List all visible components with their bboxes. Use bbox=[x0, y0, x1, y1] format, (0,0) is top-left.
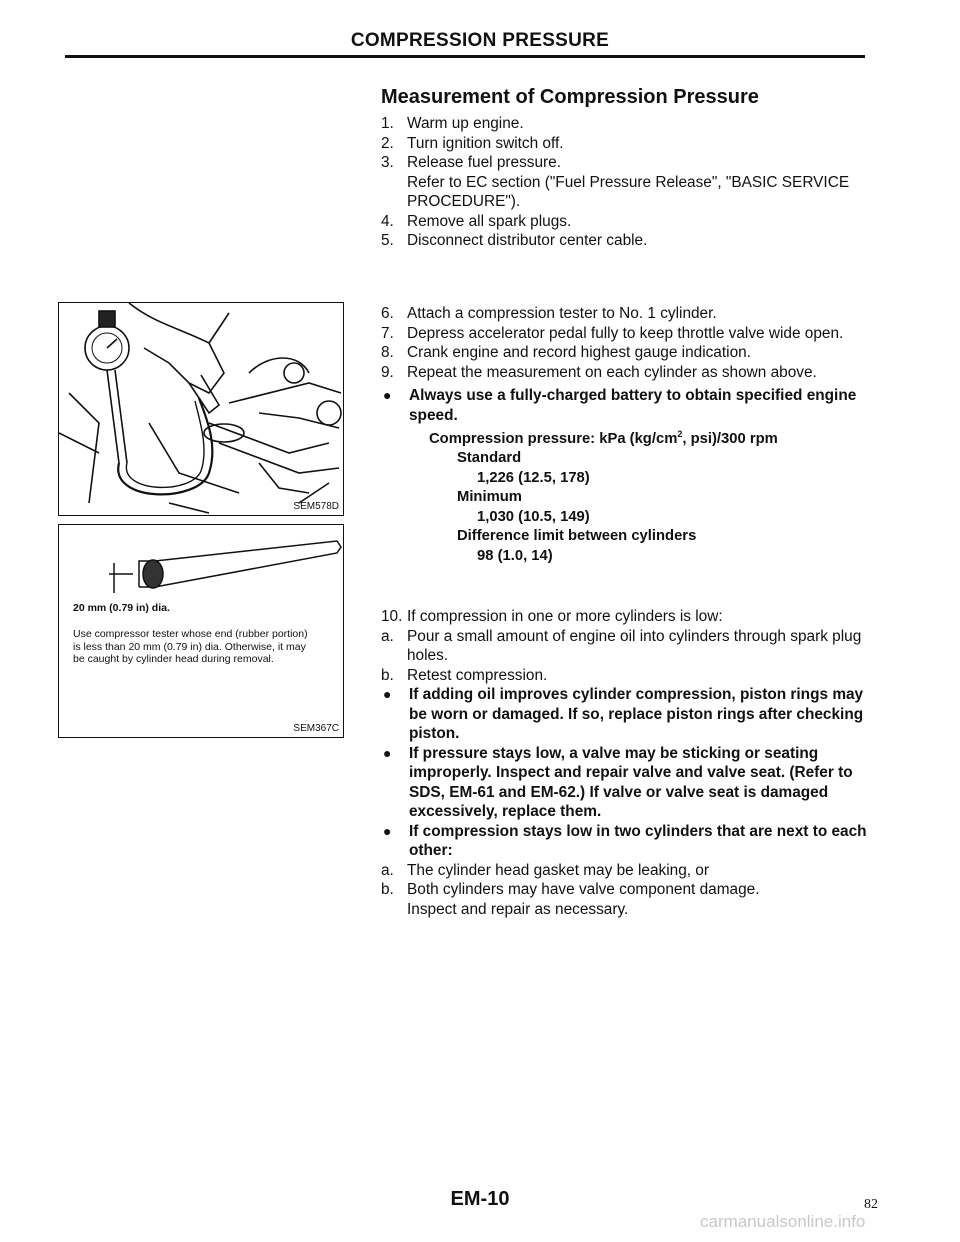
bullet-icon: ● bbox=[383, 686, 392, 702]
steps-list-a bbox=[381, 114, 871, 251]
final-b: b. Both cylinders may have valve component damage. bbox=[381, 881, 760, 898]
figure-code: SEM367C bbox=[293, 723, 339, 734]
bullet-icon: ● bbox=[383, 822, 392, 839]
title-rule bbox=[65, 55, 865, 58]
page-number: 82 bbox=[864, 1197, 878, 1212]
step-1: 1. Warm up engine. bbox=[381, 115, 524, 132]
section-heading: Measurement of Compression Pressure bbox=[381, 86, 759, 108]
step-2: 2. Turn ignition switch off. bbox=[381, 134, 564, 152]
bullet-pressure-low: ● If pressure stays low, a valve may be sticking or seating improperly. Inspect and repair valve and valve seat. (Refer to SDS, EM-61 and EM-62.) If valve or valve seat is damaged excessively, replace them. bbox=[383, 744, 853, 820]
bullet-oil: ● If adding oil improves cylinder compression, piston rings may be worn or damaged. If so, replace piston rings after checking piston. bbox=[383, 686, 864, 742]
step-3: 3. Release fuel pressure. bbox=[381, 154, 561, 171]
bullet-two-cylinders: ● If compression stays low in two cylinders that are next to each other: bbox=[383, 822, 867, 859]
figure-compression-tester bbox=[58, 302, 344, 516]
engine-illustration bbox=[59, 303, 343, 515]
tester-caption: Use compressor tester whose end (rubber portion) is less than 20 mm (0.79 in) dia. Otherwise, it may be caught by cylinder head during removal. bbox=[73, 628, 308, 665]
spec-difference-value: 98 (1.0, 14) bbox=[477, 547, 553, 564]
spec-standard-label: Standard bbox=[457, 450, 522, 467]
step-6: 6. Attach a compression tester to No. 1 cylinder. bbox=[381, 305, 717, 322]
step-10b: b. Retest compression. bbox=[381, 666, 548, 684]
tester-dimension: 20 mm (0.79 in) dia. bbox=[73, 602, 170, 614]
step-10: 10. If compression in one or more cylinders is low: bbox=[381, 608, 723, 625]
figure-code: SEM578D bbox=[293, 501, 339, 512]
watermark: carmanualsonline.info bbox=[700, 1212, 866, 1231]
step-9: 9. Repeat the measurement on each cylinder as shown above. bbox=[381, 363, 817, 381]
step-8: 8. Crank engine and record highest gauge indication. bbox=[381, 344, 751, 361]
figure-tester-end bbox=[58, 524, 344, 738]
spec-standard-value: 1,226 (12.5, 178) bbox=[477, 469, 590, 486]
step-5: 5. Disconnect distributor center cable. bbox=[381, 232, 648, 249]
page-title: COMPRESSION PRESSURE bbox=[350, 30, 610, 51]
spec-minimum-label: Minimum bbox=[457, 489, 522, 506]
final-a: a. The cylinder head gasket may be leaking, or bbox=[381, 861, 709, 879]
section-code: EM-10 bbox=[450, 1188, 510, 1210]
step-4: 4. Remove all spark plugs. bbox=[381, 212, 572, 230]
bullet-icon: ● bbox=[383, 387, 392, 403]
spec-heading: Compression pressure: kPa ($kg/cm^2$, psi)/300 rpm bbox=[429, 429, 778, 447]
battery-warning: ● Always use a fully-charged battery to obtain specified engine speed. bbox=[383, 387, 857, 424]
spec-minimum-value: 1,030 (10.5, 149) bbox=[477, 508, 590, 525]
step-10a: a. Pour a small amount of engine oil into cylinders through spark plug holes. bbox=[381, 627, 862, 664]
steps-list-b bbox=[381, 304, 871, 566]
step-3-note: Refer to EC section ("Fuel Pressure Release", "BASIC SERVICE PROCEDURE"). bbox=[407, 173, 850, 210]
final-note: Inspect and repair as necessary. bbox=[407, 900, 629, 918]
step-7: 7. Depress accelerator pedal fully to keep throttle valve wide open. bbox=[381, 324, 844, 342]
spec-difference-label: Difference limit between cylinders bbox=[457, 528, 697, 545]
bullet-icon: ● bbox=[383, 744, 392, 761]
tester-end-illustration bbox=[59, 525, 343, 605]
steps-list-c bbox=[381, 607, 871, 919]
